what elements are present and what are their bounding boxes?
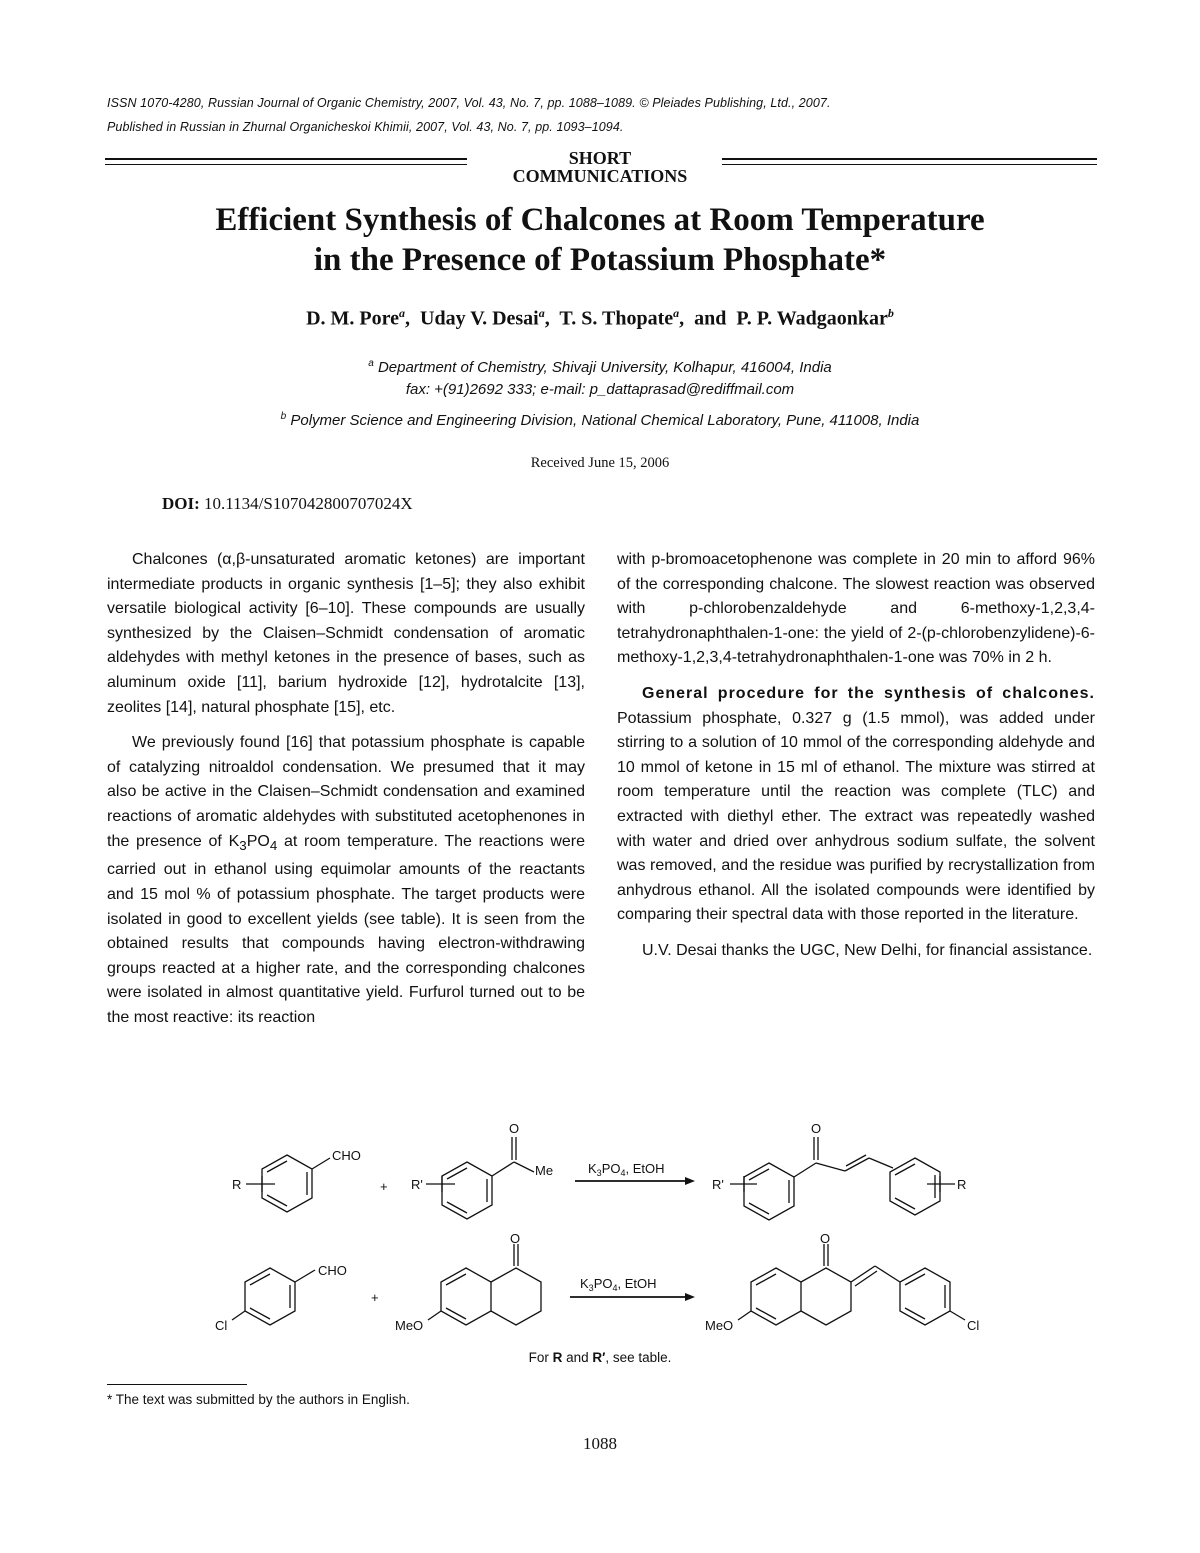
author-affil-mark: a bbox=[673, 306, 680, 320]
scheme-caption bbox=[100, 1350, 1100, 1365]
benzene-ring bbox=[751, 1268, 801, 1325]
affiliation-a bbox=[100, 353, 1100, 401]
benzene-ring bbox=[900, 1268, 950, 1325]
paragraph: Chalcones (α,β-unsaturated aromatic ketones) are important intermediate products in organic synthesis [1–5]; they also exhibit versatile biological activity [6–10]. These compounds are usually synthesized by the Claisen–Schmidt condensation of aromatic aldehydes with methyl ketones in the presence of bases, such as aluminum oxide [11], barium hydroxide [12], hydrotalcite [13], zeolites [14], natural phosphate [15], etc. bbox=[107, 551, 585, 716]
section-rule-right-top bbox=[722, 158, 1097, 160]
r-prime-label: R' bbox=[411, 1177, 423, 1192]
reaction-scheme bbox=[0, 1110, 1200, 1350]
author-affil-mark: a bbox=[538, 306, 545, 320]
affiliation-a-text: Department of Chemistry, Shivaji University, Kolhapur, 416004, India bbox=[377, 359, 832, 376]
chloro-label: Cl bbox=[967, 1318, 980, 1333]
r-label: R bbox=[957, 1177, 967, 1192]
oxygen-label: O bbox=[811, 1121, 822, 1136]
author-conjunction: and bbox=[694, 307, 727, 330]
affiliation-b-text: Polymer Science and Engineering Division, National Chemical Laboratory, Pune, 411008, India bbox=[290, 412, 920, 429]
russian-citation: Published in Russian in Zhurnal Organicheskoi Khimii, 2007, Vol. 43, No. 7, pp. 1093–1094. bbox=[107, 120, 624, 134]
methoxy-label: MeO bbox=[705, 1318, 734, 1333]
left-column bbox=[107, 548, 585, 1030]
paragraph: with p-bromoacetophenone was complete in 20 min to afford 96% of the corresponding chalcone. The slowest reaction was observed with p-chlorobenzaldehyde and 6-methoxy-1,2,3,4-tetrahydronaphthalen-1-one: the yield of 2-(p-chlorobenzylidene)-6-methoxy-1,2,3,4-tetrahydronaphthalen-1-one was 70% in 2 h. bbox=[617, 551, 1095, 667]
affiliation-mark: b bbox=[280, 411, 287, 422]
benzene-ring bbox=[245, 1268, 295, 1325]
footnote-rule bbox=[107, 1384, 247, 1385]
section-rule-left-top bbox=[105, 158, 467, 160]
arrow-head bbox=[685, 1177, 695, 1185]
paragraph-text: Potassium phosphate, 0.327 g (1.5 mmol), was added under stirring to a solution of 10 mmol of the corresponding aldehyde and 10 mmol of ketone in 15 ml of ethanol. The mixture was stirred at room temperature until the reaction was complete (TLC) and extracted with diethyl ether. The extract was repeatedly washed with water and dried over anhydrous sodium sulfate, the solvent was removed, and the residue was purified by recrystallization from anhydrous ethanol. All the isolated compounds were identified by comparing their spectral data with those reported in the literature. bbox=[617, 709, 1095, 924]
author-separator: , bbox=[544, 307, 550, 330]
author-name: P. P. Wadgaonkar bbox=[736, 307, 888, 330]
arrow-head bbox=[685, 1293, 695, 1301]
affiliation-a-contact: fax: +(91)2692 333; e-mail: p_dattaprasad@rediffmail.com bbox=[405, 381, 795, 398]
section-rule-left-bottom bbox=[105, 164, 467, 165]
journal-citation: ISSN 1070-4280, Russian Journal of Organic Chemistry, 2007, Vol. 43, No. 7, pp. 1088–1089. © Pleiades Publishing, Ltd., 2007. bbox=[107, 96, 831, 110]
plus-sign: + bbox=[380, 1179, 388, 1194]
methoxy-label: MeO bbox=[395, 1318, 424, 1333]
oxygen-label: O bbox=[510, 1231, 521, 1246]
oxygen-label: O bbox=[509, 1121, 520, 1136]
oxygen-label: O bbox=[820, 1231, 831, 1246]
paragraph-text: PO bbox=[246, 832, 270, 850]
cho-label: CHO bbox=[332, 1148, 361, 1163]
subscript: 4 bbox=[269, 837, 278, 853]
subscript: 3 bbox=[239, 837, 247, 853]
cho-label: CHO bbox=[318, 1263, 347, 1278]
paragraph bbox=[107, 731, 585, 1030]
r-prime-label: R' bbox=[712, 1177, 724, 1192]
right-column bbox=[617, 548, 1095, 964]
reagent-label: $K_3PO_4$, EtOH bbox=[588, 1161, 665, 1178]
benzene-ring bbox=[744, 1163, 794, 1220]
footnote: * The text was submitted by the authors in English. bbox=[107, 1392, 410, 1407]
paragraph-heading: General procedure for the synthesis of chalcones. bbox=[642, 684, 1095, 702]
author-name: Uday V. Desai bbox=[420, 307, 539, 330]
affiliation-mark: a bbox=[368, 358, 374, 369]
methyl-label: Me bbox=[535, 1163, 554, 1178]
benzene-ring bbox=[890, 1158, 940, 1215]
article-title-line1: Efficient Synthesis of Chalcones at Room Temperature bbox=[215, 202, 985, 238]
caption-text: , see table. bbox=[605, 1350, 672, 1365]
benzene-ring bbox=[441, 1268, 491, 1325]
caption-text: For bbox=[528, 1350, 553, 1365]
caption-text: and bbox=[562, 1350, 593, 1365]
doi-value: 10.1134/S107042800707024X bbox=[204, 494, 413, 513]
author-name: D. M. Pore bbox=[306, 307, 399, 330]
article-title bbox=[100, 200, 1100, 280]
reagent-label: $K_3PO_4$, EtOH bbox=[580, 1276, 657, 1293]
page-number: 1088 bbox=[583, 1434, 617, 1453]
section-rule-right-bottom bbox=[722, 164, 1097, 165]
author-list bbox=[100, 306, 1100, 331]
section-label bbox=[470, 149, 730, 185]
caption-symbol: R′ bbox=[592, 1350, 606, 1365]
author-separator: , bbox=[405, 307, 410, 330]
article-title-line2: in the Presence of Potassium Phosphate* bbox=[313, 242, 887, 278]
doi bbox=[162, 494, 413, 514]
section-label-line1: SHORT bbox=[568, 148, 632, 168]
paragraph bbox=[617, 682, 1095, 928]
benzene-ring bbox=[442, 1162, 492, 1219]
author-separator: , bbox=[679, 307, 685, 330]
chloro-label: Cl bbox=[215, 1318, 228, 1333]
section-label-line2: COMMUNICATIONS bbox=[512, 166, 688, 186]
received-date: Received June 15, 2006 bbox=[530, 455, 670, 471]
paragraph-text: at room temperature. The reactions were carried out in ethanol using equimolar amounts of the reactants and 15 mol % of potassium phosphate. The target products were isolated in good to excellent yields (see table). It is seen from the obtained results that compounds having electron-withdrawing groups reacted at a higher rate, and the corresponding chalcones were isolated in almost quantitative yield. Furfurol turned out to be the most reactive: its reaction bbox=[107, 832, 585, 1026]
plus-sign: + bbox=[371, 1290, 379, 1305]
affiliation-b bbox=[100, 406, 1100, 432]
doi-label: DOI: bbox=[162, 494, 200, 513]
acknowledgment: U.V. Desai thanks the UGC, New Delhi, for financial assistance. bbox=[642, 941, 1093, 959]
author-affil-mark: a bbox=[399, 306, 405, 320]
caption-symbol: R bbox=[552, 1350, 563, 1365]
author-affil-mark: b bbox=[887, 306, 894, 320]
paragraph-text: We previously found [16] that potassium phosphate is capable of catalyzing nitroaldol condensation. We presumed that it may also be active in the Claisen–Schmidt condensation and examined reactions of aromatic aldehydes with substituted acetophenones in the presence of K bbox=[107, 734, 585, 850]
author-name: T. S. Thopate bbox=[559, 307, 674, 330]
r-label: R bbox=[232, 1177, 242, 1192]
